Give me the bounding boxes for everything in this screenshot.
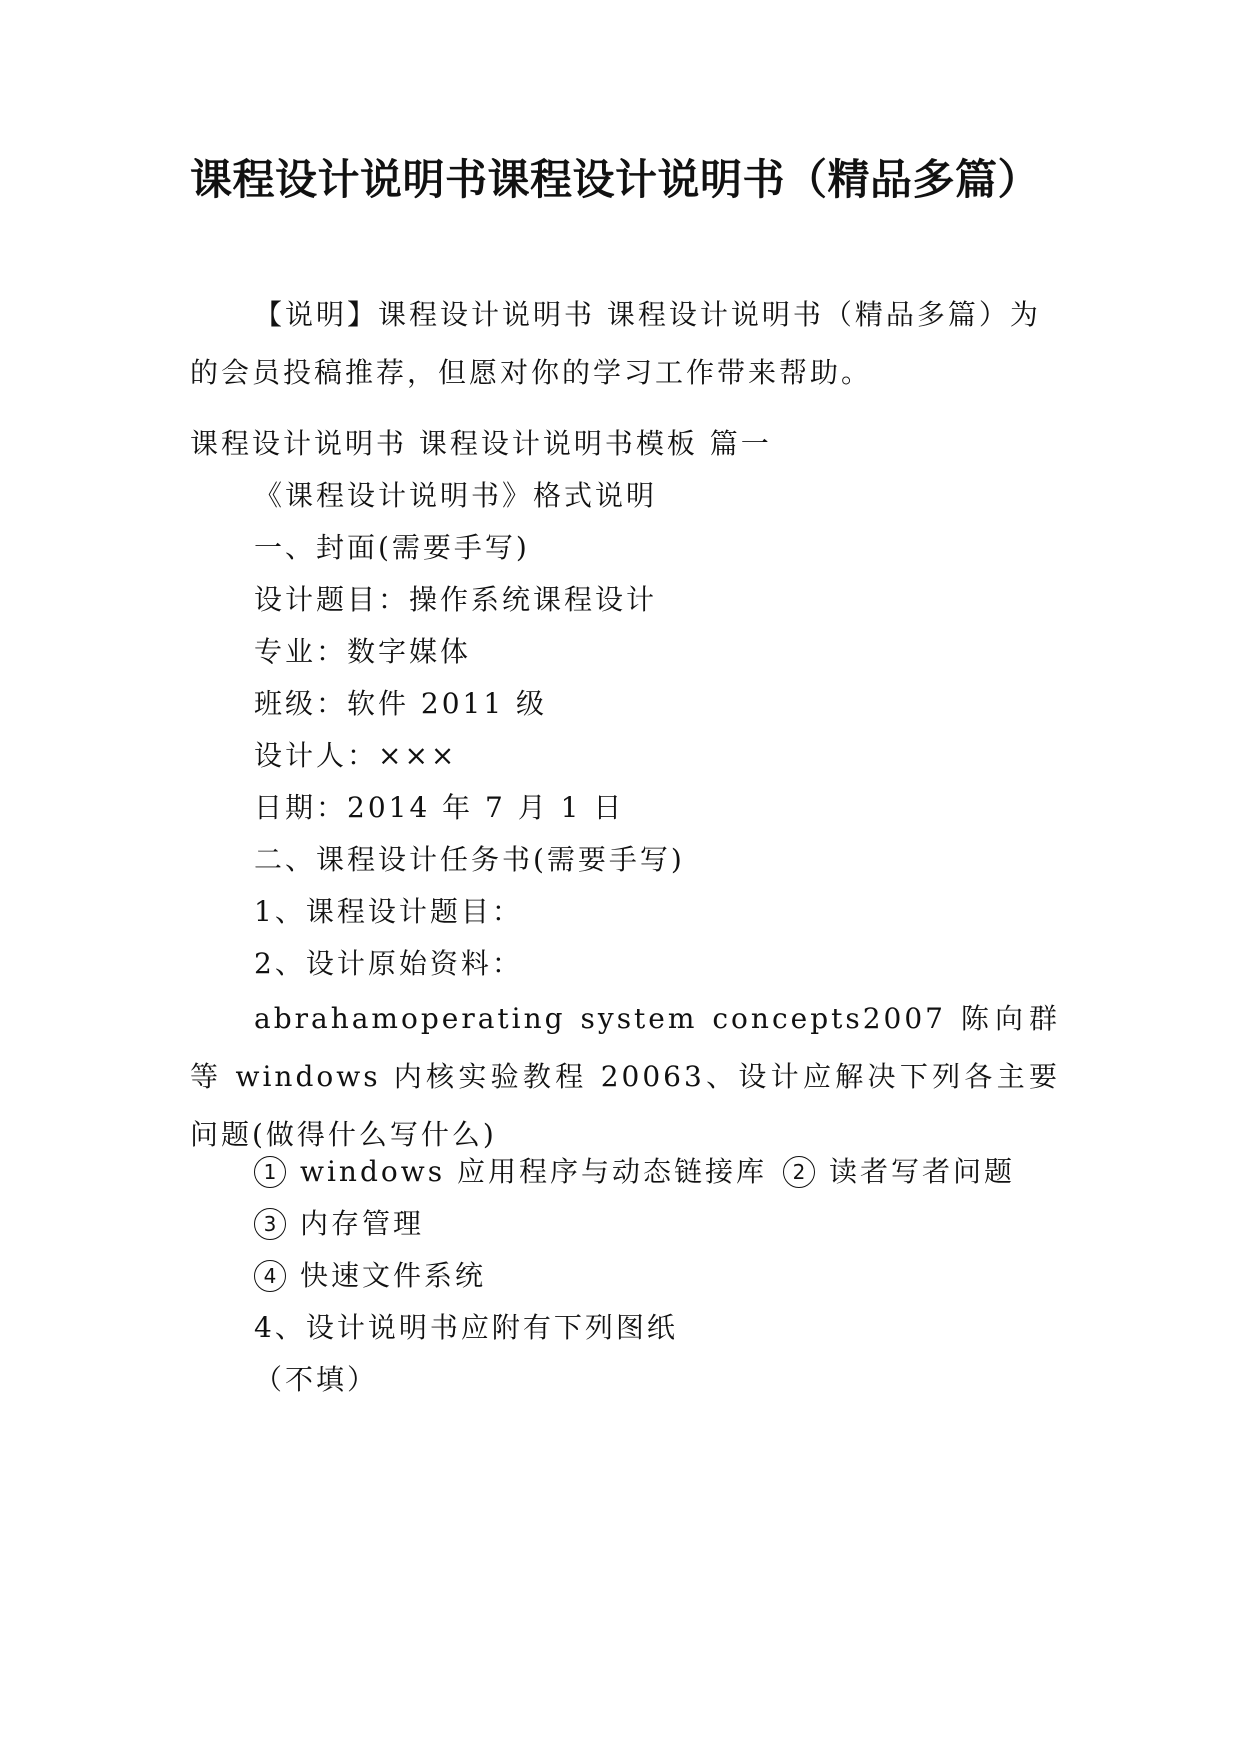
circled-number: 2	[783, 1156, 815, 1188]
cover-topic-field: 设计题目：操作系统课程设计	[254, 583, 658, 616]
problem-text: 快速文件系统	[300, 1259, 487, 1292]
references-paragraph: abrahamoperating system concepts2007 陈向群等 windows 内核实验教程 20063、设计应解决下列各主要问题(做得什么写什么)	[190, 1002, 1060, 1151]
document-title: 课程设计说明书课程设计说明书（精品多篇）	[190, 155, 1041, 204]
task-item-2: 2、设计原始资料：	[254, 947, 523, 980]
problem-text: windows 应用程序与动态链接库	[300, 1155, 767, 1188]
cover-heading: 一、封面(需要手写)	[254, 531, 530, 564]
problem-line-2	[254, 1204, 424, 1244]
not-filled-note: （不填）	[254, 1363, 379, 1396]
circled-number: 4	[254, 1260, 286, 1292]
task-heading: 二、课程设计任务书(需要手写)	[254, 843, 685, 876]
cover-designer-field: 设计人：×××	[254, 739, 458, 772]
cover-date-field: 日期：2014 年 7 月 1 日	[254, 791, 625, 824]
circled-number: 1	[254, 1156, 286, 1188]
task-item-1: 1、课程设计题目：	[254, 895, 523, 928]
circled-number: 3	[254, 1208, 286, 1240]
task-item-4: 4、设计说明书应附有下列图纸	[254, 1311, 678, 1344]
problem-text: 读者写者问题	[828, 1155, 1015, 1188]
problem-text: 内存管理	[300, 1207, 425, 1240]
cover-class-field: 班级：软件 2011 级	[254, 687, 548, 720]
problem-line-3	[254, 1256, 486, 1296]
intro-paragraph: 【说明】课程设计说明书 课程设计说明书（精品多篇）为的会员投稿推荐，但愿对你的学习工作带来帮助。	[190, 298, 1041, 389]
section-heading: 课程设计说明书 课程设计说明书模板 篇一	[190, 427, 772, 460]
cover-major-field: 专业：数字媒体	[254, 635, 472, 668]
format-title: 《课程设计说明书》格式说明	[254, 479, 658, 512]
problem-line-1	[254, 1152, 1015, 1192]
